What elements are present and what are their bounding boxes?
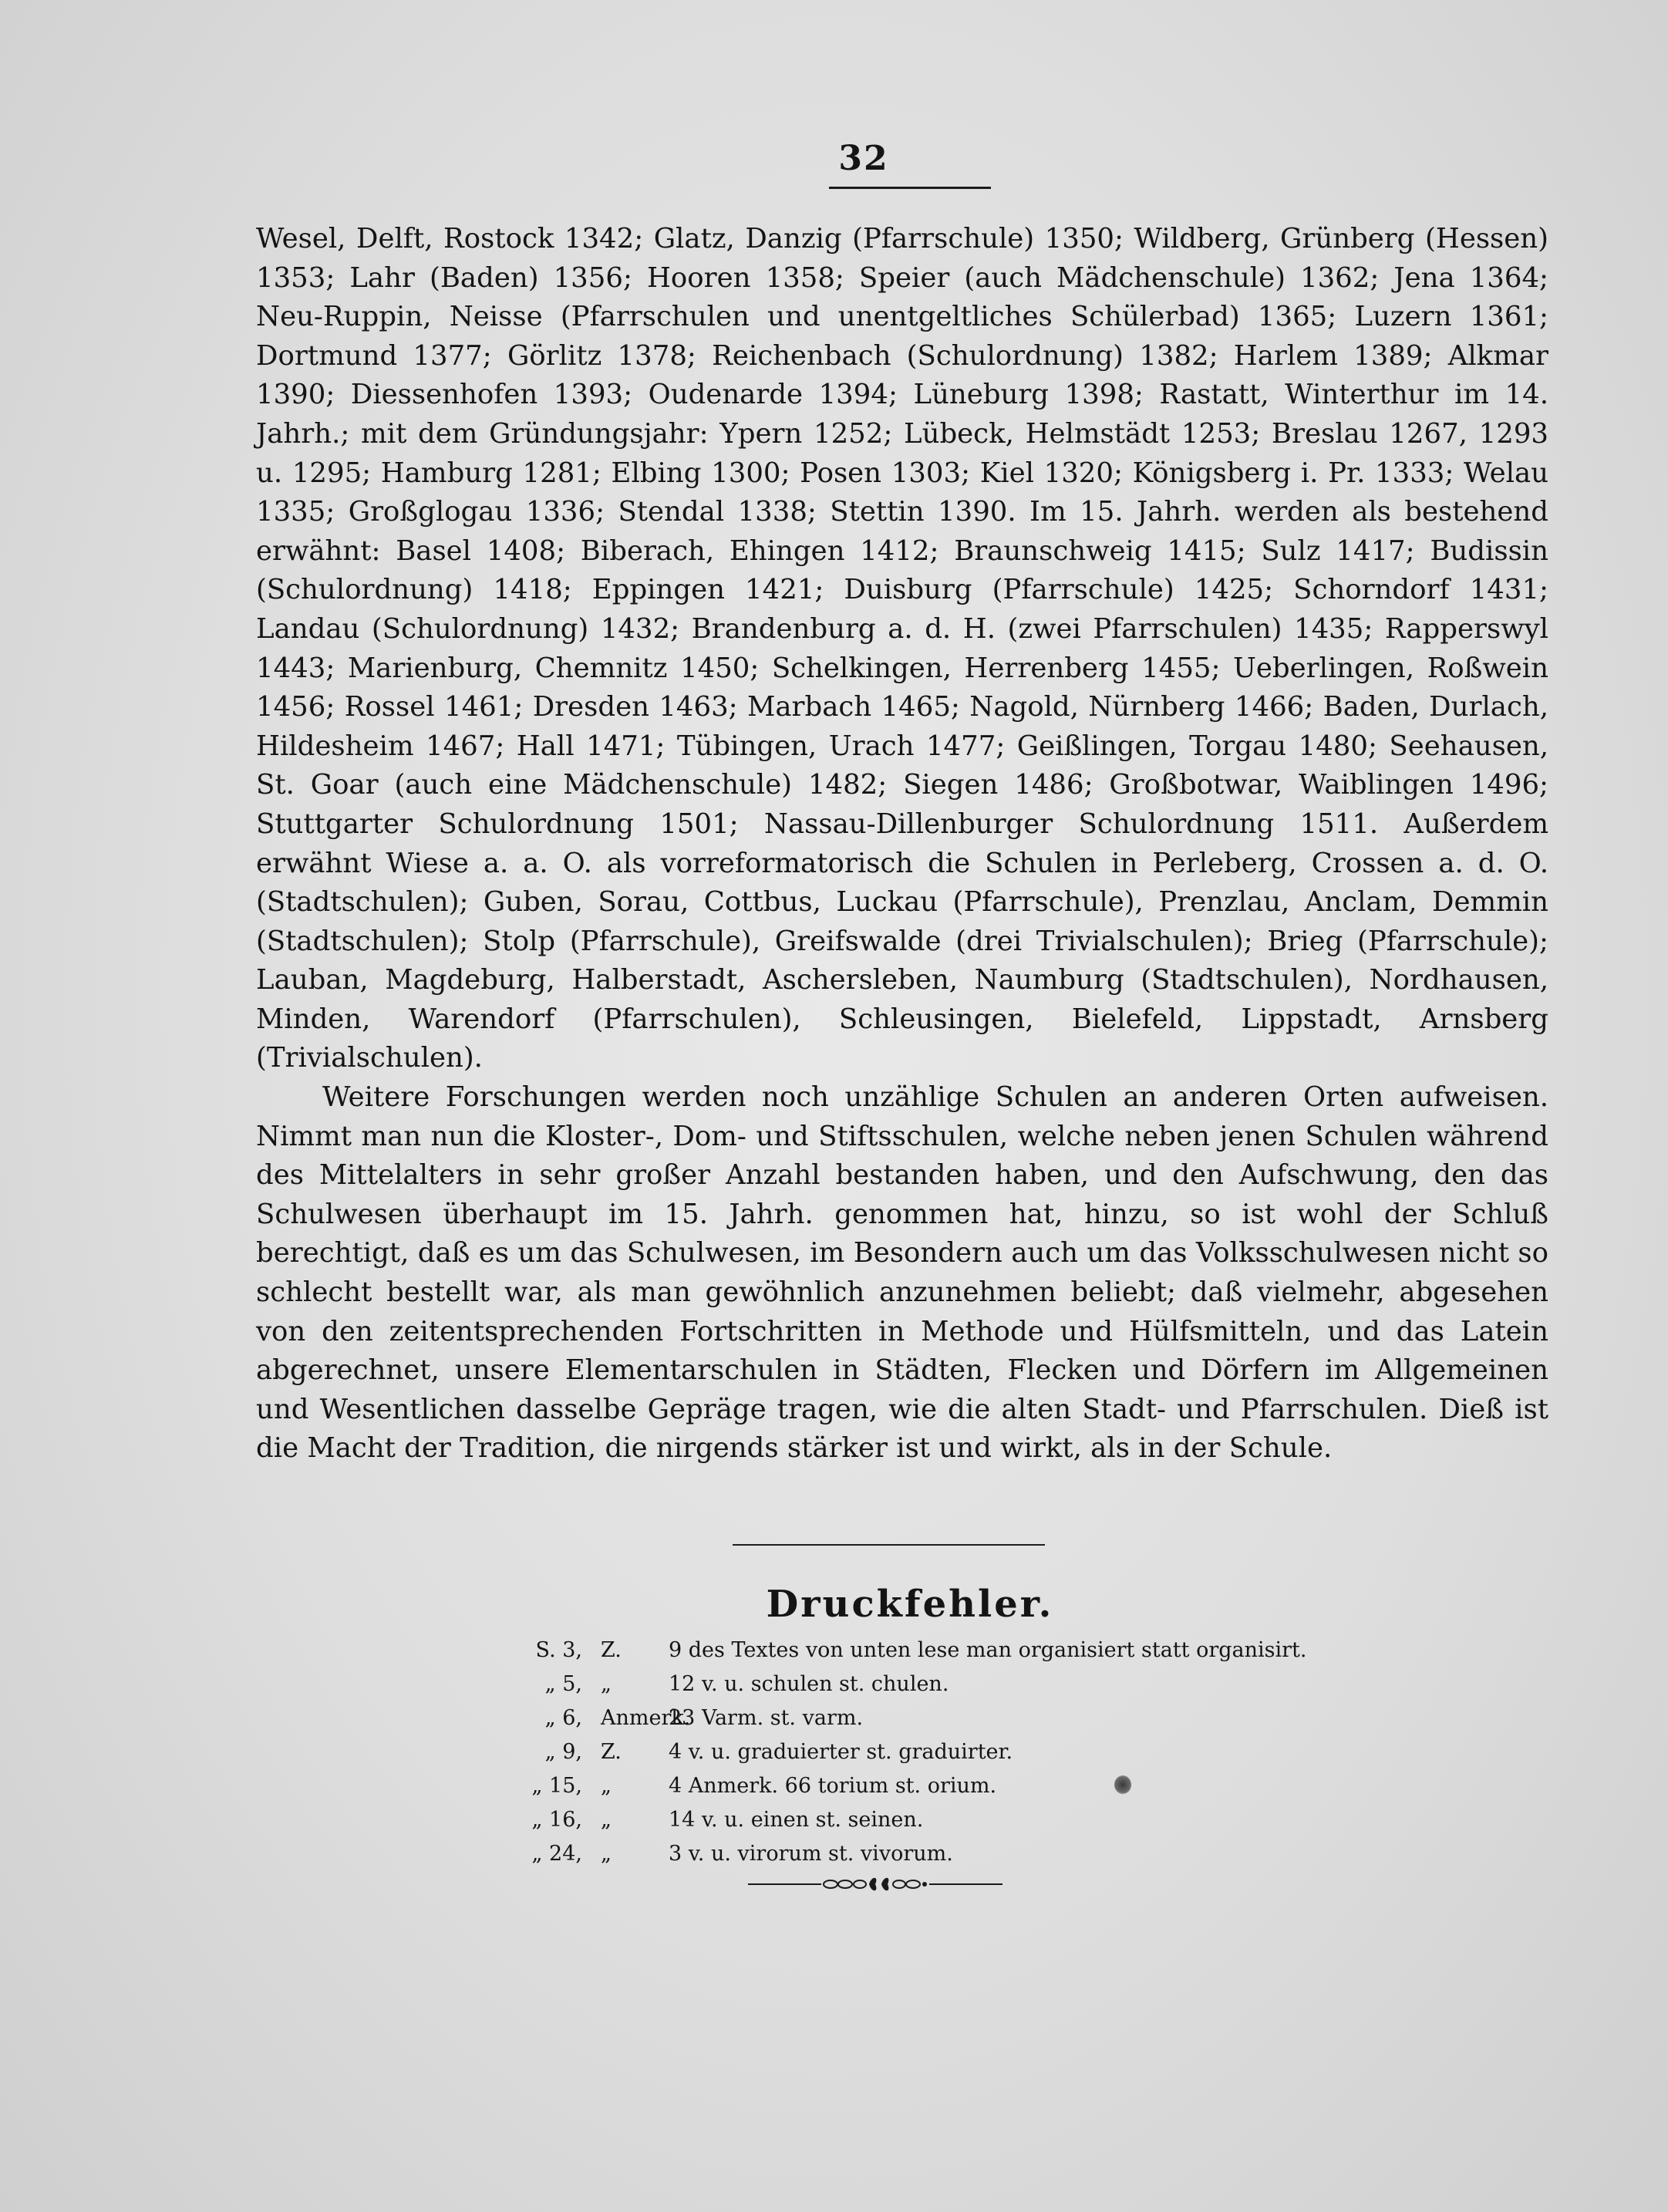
errata-title: Druckfehler.: [766, 1583, 1054, 1626]
errata-correction: 4 v. u. graduierter st. graduirter.: [669, 1740, 1013, 1764]
errata-page: „ 16,: [531, 1808, 582, 1832]
errata-ref: „: [601, 1842, 612, 1866]
errata-correction: 4 Anmerk. 66 torium st. orium.: [669, 1774, 997, 1798]
errata-item: [470, 1769, 1473, 1803]
errata-ref: „: [601, 1672, 612, 1696]
errata-item: [470, 1667, 1473, 1701]
errata-correction: 14 v. u. einen st. seinen.: [669, 1808, 924, 1832]
section-divider: [733, 1544, 1045, 1546]
ink-blot: [1114, 1775, 1131, 1794]
errata-page: S. 3,: [535, 1638, 582, 1662]
end-ornament-icon: [748, 1873, 1002, 1896]
errata-item: [470, 1735, 1473, 1769]
errata-page: „ 15,: [531, 1774, 582, 1798]
errata-page: „ 5,: [544, 1672, 582, 1696]
paragraph-conclusion: Weitere Forschungen werden noch unzählige Schulen an anderen Orten aufweisen. Nimmt man nun die Kloster-, Dom- und Stiftsschulen, welche neben jenen Schulen während des Mittelalters in sehr großer Anzahl bestanden haben, und den Aufschwung, den das Schulwesen überhaupt im 15. Jahrh. genommen hat, hinzu, so ist wohl der Schluß berechtigt, daß es um das Schulwesen, im Besondern auch um das Volksschulwesen nicht so schlecht bestellt war, als man gewöhnlich anzunehmen beliebt; daß vielmehr, abgesehen von den zeitentsprechenden Fortschritten in Methode und Hülfsmitteln, und das Latein abgerechnet, unsere Elementarschulen in Städten, Flecken und Dörfern im Allgemeinen und Wesentlichen dasselbe Gepräge tragen, wie die alten Stadt- und Pfarrschulen. Dieß ist die Macht der Tradition, die nirgends stärker ist und wirkt, als in der Schule.: [256, 1081, 1548, 1465]
errata-page: „ 6,: [544, 1706, 582, 1730]
errata-ref: Anmerk.: [601, 1706, 691, 1730]
errata-correction: 23 Varm. st. varm.: [669, 1706, 864, 1730]
errata-page: „ 24,: [531, 1842, 582, 1866]
page-number-rule: [829, 187, 991, 189]
page-number: 32: [838, 139, 889, 178]
errata-correction: 12 v. u. schulen st. chulen.: [669, 1672, 949, 1696]
errata-item: [470, 1803, 1473, 1837]
errata-page: „ 9,: [544, 1740, 582, 1764]
errata-item: [470, 1634, 1473, 1667]
errata-ref: Z.: [601, 1638, 622, 1662]
errata-item: [470, 1837, 1473, 1871]
paragraph-school-list: Wesel, Delft, Rostock 1342; Glatz, Danzig (Pfarrschule) 1350; Wildberg, Grünberg (Hessen) 1353; Lahr (Baden) 1356; Hooren 1358; Speier (auch Mädchenschule) 1362; Jena 1364; Neu-Ruppin, Neisse (Pfarrschulen und unentgeltliches Schülerbad) 1365; Luzern 1361; Dortmund 1377; Görlitz 1378; Reichenbach (Schulordnung) 1382; Harlem 1389; Alkmar 1390; Diessenhofen 1393; Oudenarde 1394; Lüneburg 1398; Rastatt, Winterthur im 14. Jahrh.; mit dem Gründungsjahr: Ypern 1252; Lübeck, Helmstädt 1253; Breslau 1267, 1293 u. 1295; Hamburg 1281; Elbing 1300; Posen 1303; Kiel 1320; Königsberg i. Pr. 1333; Welau 1335; Großglogau 1336; Stendal 1338; Stettin 1390. Im 15. Jahrh. werden als bestehend erwähnt: Basel 1408; Biberach, Ehingen 1412; Braunschweig 1415; Sulz 1417; Budissin (Schulordnung) 1418; Eppingen 1421; Duisburg (Pfarrschule) 1425; Schorndorf 1431; Landau (Schulordnung) 1432; Brandenburg a. d. H. (zwei Pfarrschulen) 1435; Rapperswyl 1443; Marienburg, Chemnitz 1450; Schelkingen, Herrenberg 1455; Ueberlingen, Roßwein 1456; Rossel 1461; Dresden 1463; Marbach 1465; Nagold, Nürnberg 1466; Baden, Durlach, Hildesheim 1467; Hall 1471; Tübingen, Urach 1477; Geißlingen, Torgau 1480; Seehausen, St. Goar (auch eine Mädchenschule) 1482; Siegen 1486; Großbotwar, Waiblingen 1496; Stuttgarter Schulordnung 1501; Nassau-Dillenburger Schulordnung 1511. Außerdem erwähnt Wiese a. a. O. als vorreformatorisch die Schulen in Perleberg, Crossen a. d. O. (Stadtschulen); Guben, Sorau, Cottbus, Luckau (Pfarrschule), Prenzlau, Anclam, Demmin (Stadtschulen); Stolp (Pfarrschule), Greifswalde (drei Trivialschulen); Brieg (Pfarrschule); Lauban, Magdeburg, Halberstadt, Aschersleben, Naumburg (Stadtschulen), Nordhausen, Minden, Warendorf (Pfarrschulen), Schleusingen, Bielefeld, Lippstadt, Arnsberg (Trivialschulen).: [256, 223, 1548, 1074]
body-text: [256, 220, 1548, 1468]
errata-ref: „: [601, 1774, 612, 1798]
errata-ref: „: [601, 1808, 612, 1832]
errata-correction: 9 des Textes von unten lese man organisiert statt organisirt.: [669, 1638, 1307, 1662]
errata-item: [470, 1701, 1473, 1735]
errata-list: [470, 1634, 1473, 1871]
errata-ref: Z.: [601, 1740, 622, 1764]
errata-correction: 3 v. u. virorum st. vivorum.: [669, 1842, 953, 1866]
